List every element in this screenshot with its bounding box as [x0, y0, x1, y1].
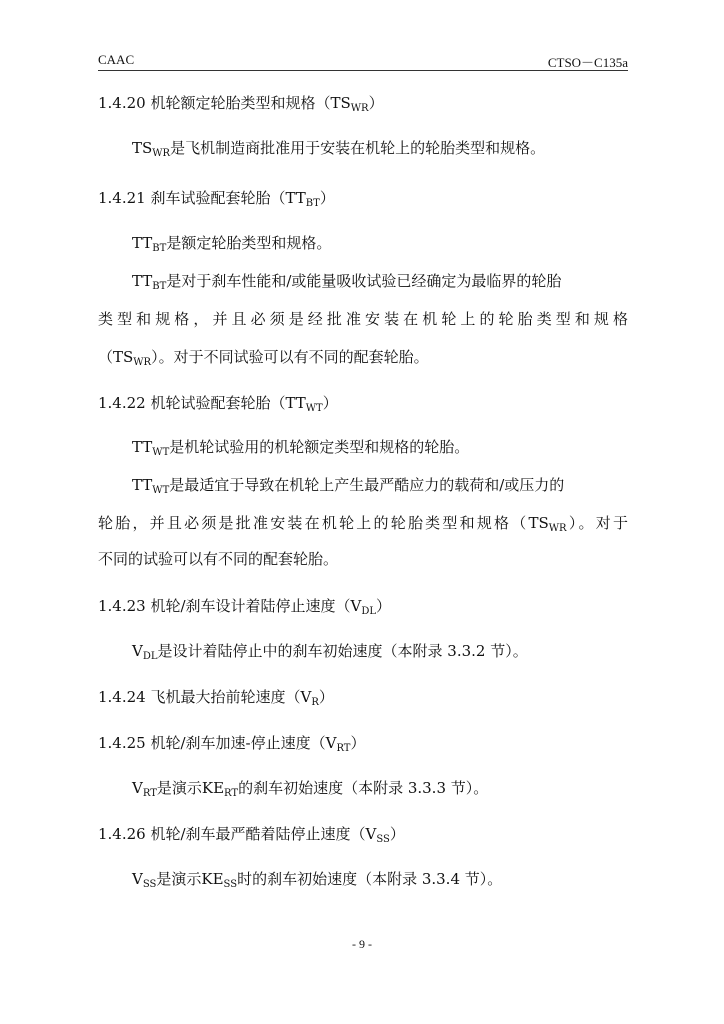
paragraph: $TT_{WT}$是最适宜于导致在机轮上产生最严酷应力的载荷和/或压力的: [132, 476, 565, 496]
section-heading: 1.4.26 机轮/刹车最严酷着陆停止速度$(V_{SS})$: [98, 825, 405, 845]
paragraph: $V_{SS}$是演示$KE_{SS}$时的刹车初始速度（本附录 3.3.4 节）。: [132, 870, 503, 890]
paragraph: $V_{RT}$是演示$KE_{RT}$的刹车初始速度（本附录 3.3.3 节）。: [132, 779, 489, 799]
paragraph-continuation: $(TS_{WR})$。对于不同试验可以有不同的配套轮胎。: [98, 348, 429, 368]
paragraph-continuation: 类型和规格，并且必须是经批准安装在机轮上的轮胎类型和规格: [98, 310, 628, 328]
paragraph: $TT_{BT}$是额定轮胎类型和规格。: [132, 234, 332, 254]
section-heading: 1.4.22 机轮试验配套轮胎$(TT_{WT})$: [98, 394, 338, 414]
section-heading: 1.4.25 机轮/刹车加速-停止速度$(V_{RT})$: [98, 734, 366, 754]
paragraph: $V_{DL}$是设计着陆停止中的刹车初始速度（本附录 3.3.2 节）。: [132, 642, 528, 662]
section-heading: 1.4.21 刹车试验配套轮胎$(TT_{BT})$: [98, 189, 335, 209]
section-heading: 1.4.24 飞机最大抬前轮速度$(V_R)$: [98, 688, 334, 708]
page-number: - 9 -: [352, 937, 372, 951]
paragraph-continuation: 轮胎，并且必须是批准安装在机轮上的轮胎类型和规格$(TS_{WR})$。对于: [98, 514, 628, 534]
paragraph: $TT_{WT}$是机轮试验用的机轮额定类型和规格的轮胎。: [132, 438, 470, 458]
paragraph: $TS_{WR}$是飞机制造商批准用于安装在机轮上的轮胎类型和规格。: [132, 139, 546, 159]
paragraph: $TT_{BT}$是对于刹车性能和/或能量吸收试验已经确定为最临界的轮胎: [132, 272, 562, 292]
header-right: CTSO－C135a: [547, 55, 628, 70]
section-heading: 1.4.20 机轮额定轮胎类型和规格$(TS_{WR})$: [98, 94, 384, 114]
section-heading: 1.4.23 机轮/刹车设计着陆停止速度$(V_{DL})$: [98, 597, 392, 617]
paragraph-continuation: 不同的试验可以有不同的配套轮胎。: [98, 550, 339, 568]
header-left: CAAC: [98, 52, 135, 67]
page-header: [98, 50, 628, 71]
